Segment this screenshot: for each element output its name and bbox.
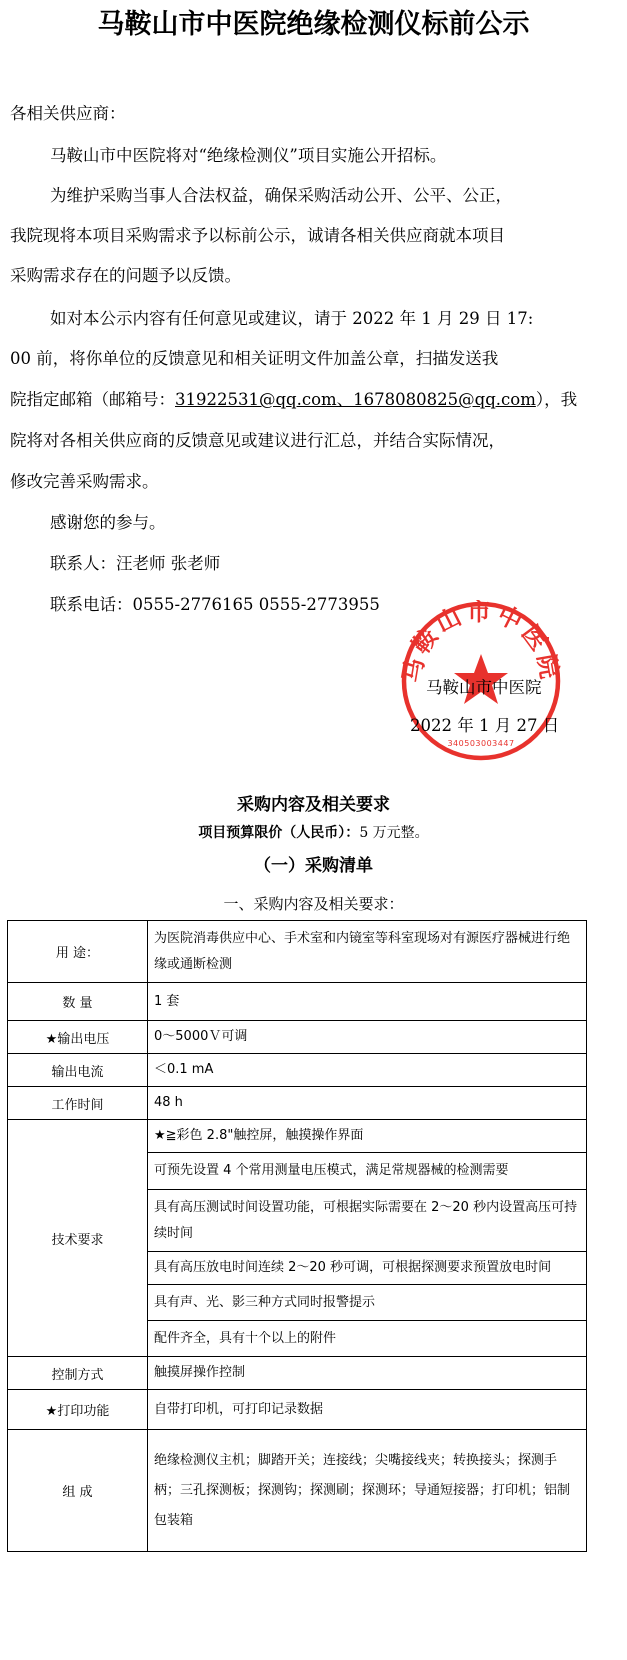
table-row bbox=[8, 1120, 587, 1153]
row-label-output-current: 输出电流 bbox=[8, 1054, 148, 1087]
table-row bbox=[8, 1087, 587, 1120]
table-row bbox=[8, 1054, 587, 1087]
table-row bbox=[8, 1357, 587, 1390]
notice-paragraph-3-line-4: 院将对各相关供应商的反馈意见或建议进行汇总，并结合实际情况， bbox=[10, 431, 505, 450]
requirements-table bbox=[7, 920, 587, 1552]
thanks-line: 感谢您的参与。 bbox=[50, 513, 166, 532]
row-label-composition: 组 成 bbox=[8, 1430, 148, 1552]
row-value-use: 为医院消毒供应中心、手术室和内镜室等科室现场对有源医疗器械进行绝缘或通断检测 bbox=[148, 921, 587, 983]
signature-organization: 马鞍山市中医院 bbox=[426, 678, 542, 697]
svg-text:340503003447: 340503003447 bbox=[447, 739, 515, 748]
row-label-output-voltage: ★输出电压 bbox=[8, 1021, 148, 1054]
table-row bbox=[8, 1430, 587, 1552]
row-label-control: 控制方式 bbox=[8, 1357, 148, 1390]
email-label: 院指定邮箱（邮箱号： bbox=[10, 390, 175, 409]
notice-paragraph-3-line-3 bbox=[10, 390, 577, 410]
notice-paragraph-1: 马鞍山市中医院将对“绝缘检测仪”项目实施公开招标。 bbox=[50, 146, 447, 165]
table-row bbox=[8, 1390, 587, 1430]
notice-paragraph-2-line-1: 为维护采购当事人合法权益，确保采购活动公开、公平、公正， bbox=[50, 186, 512, 205]
row-value-working-time: 48 h bbox=[148, 1087, 587, 1120]
tech-item: 具有声、光、影三种方式同时报警提示 bbox=[148, 1285, 587, 1321]
tech-item: 具有高压测试时间设置功能，可根据实际需要在 2～20 秒内设置高压可持续时间 bbox=[148, 1190, 587, 1252]
notice-paragraph-3-line-1: 如对本公示内容有任何意见或建议，请于 2022 年 1 月 29 日 17: bbox=[50, 309, 534, 328]
email-trailer: ），我 bbox=[535, 390, 578, 409]
row-label-print: ★打印功能 bbox=[8, 1390, 148, 1430]
salutation: 各相关供应商： bbox=[10, 104, 126, 123]
row-value-output-voltage: 0～5000Ｖ可调 bbox=[148, 1021, 587, 1054]
contact-person: 联系人：汪老师 张老师 bbox=[50, 554, 221, 573]
row-label-use: 用 途： bbox=[8, 921, 148, 983]
budget-line bbox=[0, 822, 627, 842]
row-value-print: 自带打印机，可打印记录数据 bbox=[148, 1390, 587, 1430]
row-label-technical: 技术要求 bbox=[8, 1120, 148, 1357]
table-row bbox=[8, 1021, 587, 1054]
sub-heading: 一、采购内容及相关要求： bbox=[223, 895, 404, 913]
row-value-output-current: ＜0.1 mA bbox=[148, 1054, 587, 1087]
svg-text:马鞍山市中医院: 马鞍山市中医院 bbox=[400, 600, 562, 685]
table-row bbox=[8, 921, 587, 983]
tech-item: 可预先设置 4 个常用测量电压模式，满足常规器械的检测需要 bbox=[148, 1153, 587, 1190]
tech-item: 具有高压放电时间连续 2～20 秒可调，可根据探测要求预置放电时间 bbox=[148, 1252, 587, 1285]
tech-item: ★≧彩色 2.8"触控屏，触摸操作界面 bbox=[148, 1120, 587, 1153]
notice-paragraph-2-line-3: 采购需求存在的问题予以反馈。 bbox=[10, 266, 241, 285]
budget-value: 5 万元整。 bbox=[359, 825, 429, 841]
page-title: 马鞍山市中医院绝缘检测仪标前公示 bbox=[97, 9, 530, 40]
purchase-list-heading: （一）采购清单 bbox=[254, 856, 373, 876]
table-row bbox=[8, 983, 587, 1021]
row-label-quantity: 数 量 bbox=[8, 983, 148, 1021]
row-label-working-time: 工作时间 bbox=[8, 1087, 148, 1120]
budget-label: 项目预算限价（人民币）： bbox=[198, 825, 360, 841]
notice-paragraph-2-line-2: 我院现将本项目采购需求予以标前公示，诚请各相关供应商就本项目 bbox=[10, 226, 505, 245]
tech-item: 配件齐全，具有十个以上的附件 bbox=[148, 1321, 587, 1357]
row-value-quantity: 1 套 bbox=[148, 983, 587, 1021]
row-value-control: 触摸屏操作控制 bbox=[148, 1357, 587, 1390]
email-links[interactable]: 31922531@qq.com、1678080825@qq.com bbox=[175, 390, 536, 409]
notice-paragraph-3-line-5: 修改完善采购需求。 bbox=[10, 472, 159, 491]
row-value-composition: 绝缘检测仪主机；脚踏开关；连接线；尖嘴接线夹；转换接头；探测手柄；三孔探测板；探测钩；探测刷；探测环；导通短接器；打印机；铝制包装箱 bbox=[148, 1430, 587, 1552]
notice-paragraph-3-line-2: 00 前，将你单位的反馈意见和相关证明文件加盖公章，扫描发送我 bbox=[10, 349, 499, 368]
contact-phone: 联系电话：0555-2776165 0555-2773955 bbox=[50, 595, 380, 614]
signature-date: 2022 年 1 月 27 日 bbox=[410, 716, 560, 735]
procurement-heading: 采购内容及相关要求 bbox=[237, 795, 390, 815]
